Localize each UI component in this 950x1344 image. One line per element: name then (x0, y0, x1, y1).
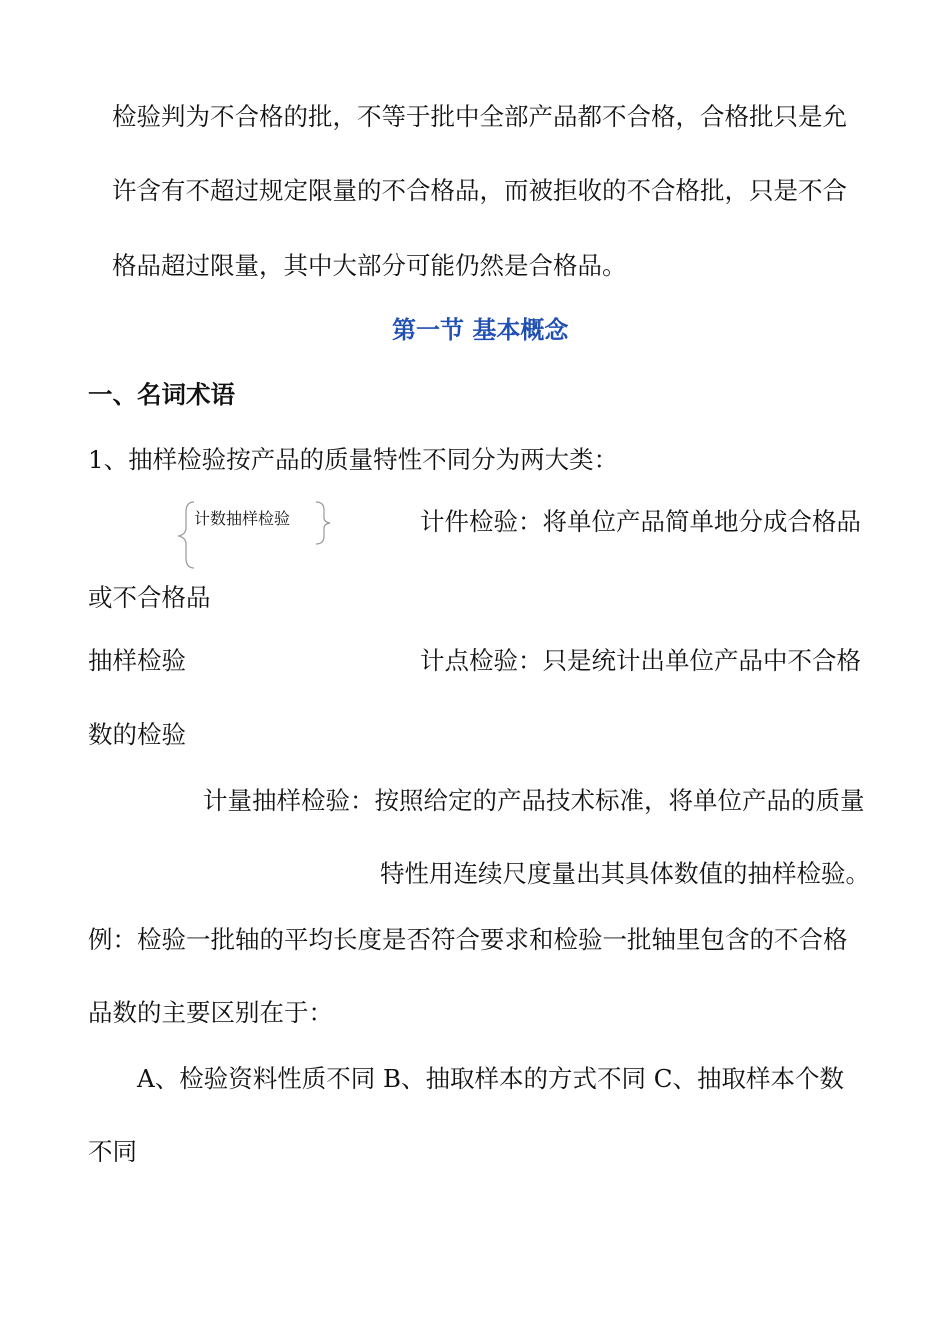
right-brace-icon (312, 500, 332, 546)
counting-sampling-label: 计数抽样检验 (194, 509, 291, 528)
example-line-1: 例：检验一批轴的平均长度是否符合要求和检验一批轴里包含的不合格 (88, 925, 848, 954)
section-title: 第一节 基本概念 (392, 316, 569, 344)
left-brace-icon (176, 500, 196, 570)
piece-inspection-line-1: 计件检验：将单位产品简单地分成合格品 (420, 507, 861, 536)
paragraph-line-2: 许含有不超过规定限量的不合格品，而被拒收的不合格批，只是不合 (112, 176, 847, 205)
point-inspection-line-2: 数的检验 (88, 720, 186, 749)
example-options: A、检验资料性质不同 B、抽取样本的方式不同 C、抽取样本个数 (137, 1064, 845, 1093)
example-options-continued: 不同 (88, 1137, 137, 1166)
example-line-2: 品数的主要区别在于： (88, 998, 333, 1027)
measurement-sampling-line-2: 特性用连续尺度量出其具体数值的抽样检验。 (380, 859, 870, 888)
subsection-title: 一、名词术语 (88, 380, 235, 409)
point-inspection-line-1: 计点检验：只是统计出单位产品中不合格 (420, 646, 861, 675)
measurement-sampling-line-1: 计量抽样检验：按照给定的产品技术标准，将单位产品的质量 (203, 786, 865, 815)
sampling-root-label: 抽样检验 (88, 646, 186, 675)
item-1-text: 1、抽样检验按产品的质量特性不同分为两大类： (88, 445, 619, 474)
piece-inspection-line-2: 或不合格品 (88, 583, 211, 612)
paragraph-line-3: 格品超过限量，其中大部分可能仍然是合格品。 (112, 251, 627, 280)
paragraph-line-1: 检验判为不合格的批，不等于批中全部产品都不合格，合格批只是允 (112, 102, 847, 131)
